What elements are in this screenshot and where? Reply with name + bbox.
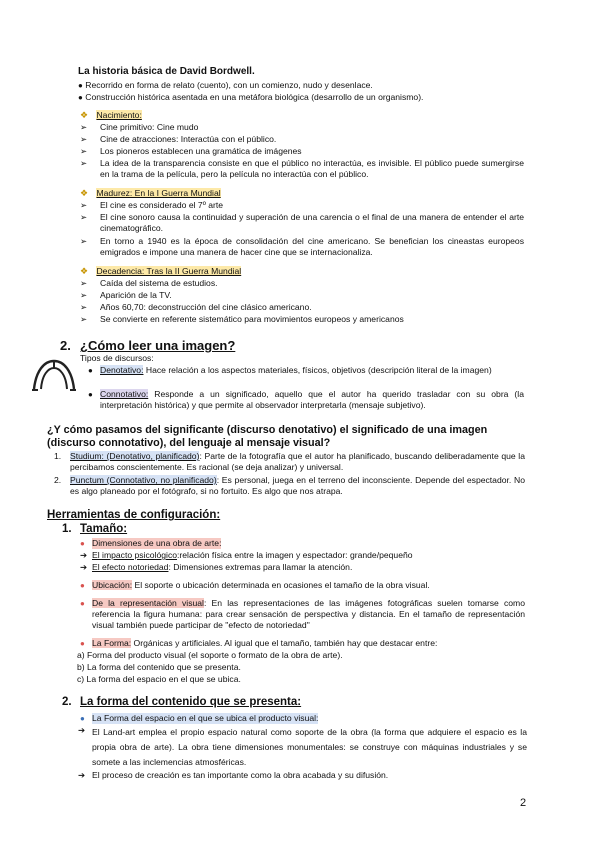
list-item	[80, 236, 87, 247]
list-item	[80, 580, 85, 591]
list-item-text: Caída del sistema de estudios.	[100, 278, 218, 288]
subsection-number: 1.	[62, 523, 72, 535]
term-denotativo: Denotativo:	[100, 365, 144, 375]
list-item	[88, 389, 93, 400]
arrow-icon: ➢	[80, 158, 88, 168]
list-item-representacion: De la representación visual: En las representaciones de las imágenes fotográficas suelen tomarse como referencia la figura humana: para crear sensación de perspectiva y distancia. En el tamaño de representación visual también puede participar de "efecto de notoriedad"	[92, 598, 525, 630]
list-number: 2.	[54, 475, 62, 485]
diamond-icon: ❖	[80, 110, 89, 120]
list-item-denotativo: Denotativo: Hace relación a los aspectos materiales, físicos, objetivos (descripción literal de la imagen)	[100, 365, 492, 375]
list-item-proceso: El proceso de creación es tan importante como la obra acabada y su difusión.	[92, 770, 389, 780]
list-item	[80, 314, 87, 325]
list-item	[78, 725, 85, 736]
list-item-forma: La Forma: Orgánicas y artificiales. Al igual que el tamaño, también hay que destacar entre:	[92, 638, 438, 648]
arrow-icon: ➢	[80, 236, 88, 246]
list-item-text: Los pioneros establecen una gramática de imágenes	[100, 146, 302, 156]
tools-title: Herramientas de configuración:	[47, 509, 221, 521]
list-item	[80, 146, 87, 157]
dimensions-label: Dimensiones de una obra de arte:	[92, 538, 222, 548]
term-studium: Studium: (Denotativo, planificado)	[70, 451, 200, 461]
list-item	[80, 713, 85, 724]
arrow-icon: ➔	[78, 725, 86, 735]
list-item-text: Cine de atracciones: Interactúa con el público.	[100, 134, 277, 144]
section-heading-madurez: ❖ Madurez: En la I Guerra Mundial	[80, 188, 221, 198]
list-item-land-art: El Land-art emplea el propio espacio natural como soporte de la obra (la forma que adquiere el espacio es la propia obra de arte). La obra tiene dimensiones monumentales: se construye con máquinas industriales y se somete a las inclemencias atmosféricas.	[92, 727, 527, 767]
form-list-item: a) Forma del producto visual (el soporte o formato de la obra de arte).	[77, 650, 343, 660]
list-item-text: En torno a 1940 es la época de consolidación del cine americano. Se benefician los cineastas europeos emigrados e impone una manera de hacer cine que se internacionaliza.	[100, 236, 524, 257]
list-item-impacto: El impacto psicológico:relación física entre la imagen y espectador: grande/pequeño	[92, 550, 413, 560]
list-item-text: Años 60,70: deconstrucción del cine clásico americano.	[100, 302, 312, 312]
list-item	[78, 770, 85, 781]
list-item-punctum: Punctum (Connotativo, no planificado): Es personal, juega en el terreno del inconsciente. Depende del espectador. No es algo planeado por el fotógrafo, si no fortuito. Es algo que nos atrapa.	[70, 475, 526, 496]
list-item	[80, 598, 85, 609]
arrow-icon: ➢	[80, 302, 88, 312]
arrow-icon: ➔	[80, 562, 88, 572]
section-heading-decadencia: ❖ Decadencia: Tras la II Guerra Mundial	[80, 266, 242, 276]
arrow-icon: ➢	[80, 314, 88, 324]
bullet-icon: ●	[78, 93, 83, 102]
list-item-text: El cine es considerado el 7º arte	[100, 200, 224, 210]
list-item-ubicacion: Ubicación: El soporte o ubicación determinada en ocasiones el tamaño de la obra visual.	[92, 580, 430, 590]
bullet-icon: ●	[80, 539, 85, 548]
section-title-reading: ¿Cómo leer una imagen?	[80, 338, 236, 353]
list-item	[80, 562, 87, 573]
list-item: ● Construcción histórica asentada en una metáfora biológica (desarrollo de un organismo).	[78, 92, 424, 102]
subsection-title-content: La forma del contenido que se presenta:	[80, 696, 302, 708]
list-item	[80, 302, 87, 313]
list-item-text: La idea de la transparencia consiste en que el público no interactúa, es invisible. El público puede sumergirse en la trama de la película, pero la película no interactúa con el público.	[100, 158, 524, 179]
list-item	[80, 278, 87, 289]
history-title: La historia básica de David Bordwell.	[78, 66, 255, 77]
list-item	[80, 538, 85, 549]
bullet-icon: ●	[88, 390, 93, 399]
bullet-icon: ●	[80, 581, 85, 590]
reading-subtitle: Tipos de discursos:	[80, 353, 154, 363]
arch-decoration-icon	[30, 353, 78, 393]
term-connotativo: Connotativo:	[100, 389, 149, 399]
bullet-icon: ●	[80, 714, 85, 723]
form-list-item: c) La forma del espacio en el que se ubica.	[77, 674, 241, 684]
arrow-icon: ➢	[80, 122, 88, 132]
term-punctum: Punctum (Connotativo, no planificado)	[70, 475, 217, 485]
arrow-icon: ➢	[80, 278, 88, 288]
list-item	[80, 134, 87, 145]
arrow-icon: ➢	[80, 200, 88, 210]
bullet-icon: ●	[88, 366, 93, 375]
list-number: 1.	[54, 451, 62, 461]
list-item	[80, 200, 87, 211]
list-item	[80, 550, 87, 561]
diamond-icon: ❖	[80, 188, 89, 198]
arrow-icon: ➔	[78, 770, 86, 780]
subsection-title-size: Tamaño:	[80, 523, 128, 535]
list-item-text: Aparición de la TV.	[100, 290, 172, 300]
list-item-text: Cine primitivo: Cine mudo	[100, 122, 199, 132]
arrow-icon: ➢	[80, 290, 88, 300]
list-item-notoriedad: El efecto notoriedad: Dimensiones extremas para llamar la atención.	[92, 562, 353, 572]
list-item-connotativo: Connotativo: Responde a un significado, aquello que el autor ha querido trasladar con su obra (la interpretación histórica) y que permite al observador interpretarla (mensaje subjetivo).	[100, 389, 524, 410]
list-item-text: El cine sonoro causa la continuidad y superación de una carencia o el final de una manera de entender el arte cinematográfico.	[100, 212, 524, 233]
bullet-icon: ●	[80, 639, 85, 648]
list-item: ● Recorrido en forma de relato (cuento), con un comienzo, nudo y desenlace.	[78, 80, 373, 90]
content-bullet: La Forma del espacio en el que se ubica el producto visual:	[92, 713, 319, 723]
list-item-text: Se convierte en referente sistemático para movimientos europeos y americanos	[100, 314, 404, 324]
list-item	[88, 365, 93, 376]
diamond-icon: ❖	[80, 266, 89, 276]
list-item	[80, 212, 87, 223]
list-item-studium: Studium: (Denotativo, planificado): Parte de la fotografía que el autor ha planificado, buscando deliberadamente que la percibamos conscientemente. Es racional (se deja analizar) y universal.	[70, 451, 525, 472]
arrow-icon: ➢	[80, 146, 88, 156]
question-heading: ¿Y cómo pasamos del significante (discurso denotativo) el significado de una imagen (discurso connotativo), del lenguaje al mensaje visual?	[47, 424, 488, 449]
arrow-icon: ➢	[80, 134, 88, 144]
subsection-number: 2.	[62, 696, 72, 708]
section-heading-nacimiento: ❖ Nacimiento:	[80, 110, 142, 120]
bullet-icon: ●	[78, 81, 83, 90]
list-item	[80, 158, 87, 169]
list-item	[80, 122, 87, 133]
bullet-icon: ●	[80, 599, 85, 608]
page-number: 2	[520, 797, 527, 809]
form-list-item: b) La forma del contenido que se presenta.	[77, 662, 241, 672]
arrow-icon: ➢	[80, 212, 88, 222]
list-item	[80, 290, 87, 301]
arrow-icon: ➔	[80, 550, 88, 560]
section-number: 2.	[60, 338, 71, 353]
list-item	[80, 638, 85, 649]
